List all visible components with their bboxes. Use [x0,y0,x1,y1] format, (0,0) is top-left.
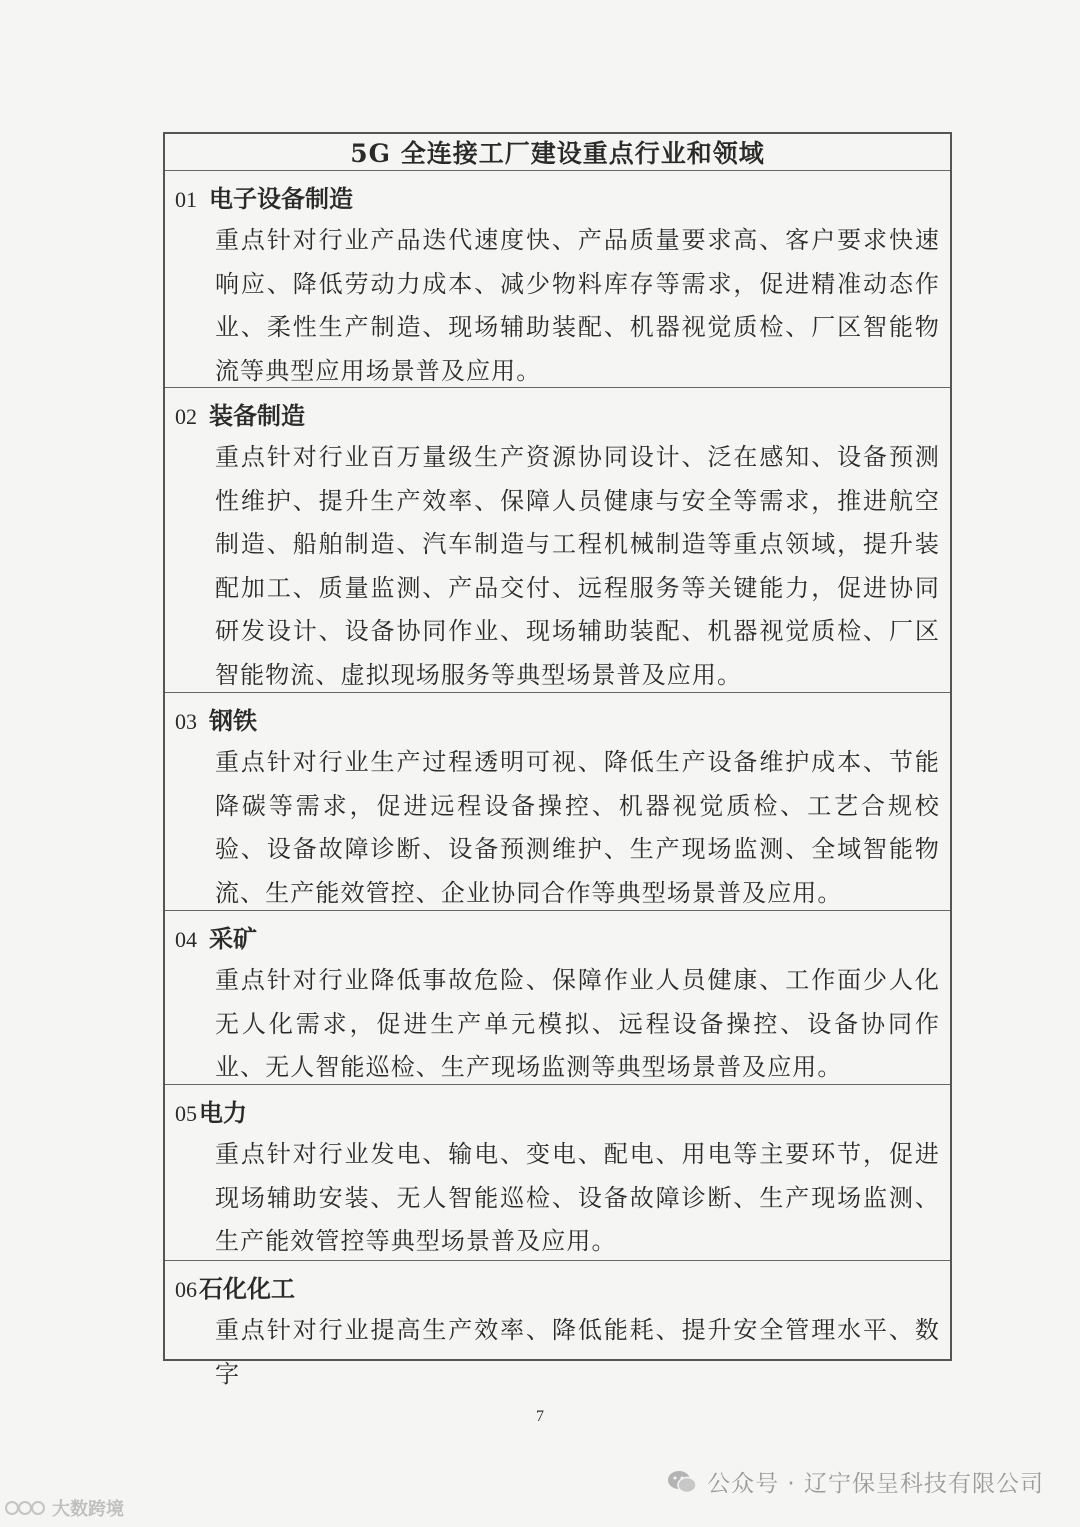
wechat-account-name: 公众号 · 辽宁保呈科技有限公司 [707,1471,1044,1497]
row-title: 采矿 [209,924,257,953]
row-heading [175,396,940,436]
row-description: 重点针对行业产品迭代速度快、产品质量要求高、客户要求快速响应、降低劳动力成本、减少物料库存等需求，促进精准动态作业、柔性生产制造、现场辅助装配、机器视觉质检、厂区智能物流等典型应用场景普及应用。 [215,226,940,385]
row-title: 电子设备制造 [209,184,353,213]
corner-logo-text: 大数跨境 [52,1499,124,1520]
table-title: 5G 全连接工厂建设重点行业和领域 [165,134,950,171]
wechat-watermark [667,1465,1044,1498]
row-number: 02 [175,404,197,429]
row-heading [175,179,940,219]
table-row [165,171,950,388]
industry-table [163,132,952,1388]
table-row [165,1261,950,1396]
row-number: 04 [175,927,197,952]
row-description: 重点针对行业降低事故危险、保障作业人员健康、工作面少人化无人化需求，促进生产单元模拟、远程设备操控、设备协同作业、无人智能巡检、生产现场监测等典型场景普及应用。 [215,966,940,1081]
table-row [165,693,950,911]
row-title: 装备制造 [209,401,305,430]
row-heading [175,1269,940,1309]
corner-logo [4,1495,124,1521]
table-row [165,1085,950,1261]
row-description: 重点针对行业提高生产效率、降低能耗、提升安全管理水平、数字 [215,1316,940,1388]
row-title: 石化化工 [199,1274,295,1303]
row-description: 重点针对行业发电、输电、变电、配电、用电等主要环节，促进现场辅助安装、无人智能巡检、设备故障诊断、生产现场监测、生产能效管控等典型场景普及应用。 [215,1140,940,1255]
row-description: 重点针对行业百万量级生产资源协同设计、泛在感知、设备预测性维护、提升生产效率、保障人员健康与安全等需求，推进航空制造、船舶制造、汽车制造与工程机械制造等重点领域，提升装配加工、质量监测、产品交付、远程服务等关键能力，促进协同研发设计、设备协同作业、现场辅助装配、机器视觉质检、厂区智能物流、虚拟现场服务等典型场景普及应用。 [215,443,940,689]
row-description: 重点针对行业生产过程透明可视、降低生产设备维护成本、节能降碳等需求，促进远程设备操控、机器视觉质检、工艺合规校验、设备故障诊断、设备预测维护、生产现场监测、全域智能物流、生产能效管控、企业协同合作等典型场景普及应用。 [215,748,940,907]
row-heading [175,701,940,741]
row-title: 电力 [199,1098,247,1127]
logo-icon [4,1497,48,1519]
page-number: 7 [536,1408,544,1425]
row-title: 钢铁 [209,706,257,735]
wechat-icon [667,1469,697,1495]
row-number: 03 [175,709,197,734]
row-number: 06 [175,1277,197,1302]
row-number: 05 [175,1101,197,1126]
row-number: 01 [175,187,197,212]
row-heading [175,1093,940,1133]
table-row [165,388,950,693]
table-row [165,911,950,1085]
row-heading [175,919,940,959]
